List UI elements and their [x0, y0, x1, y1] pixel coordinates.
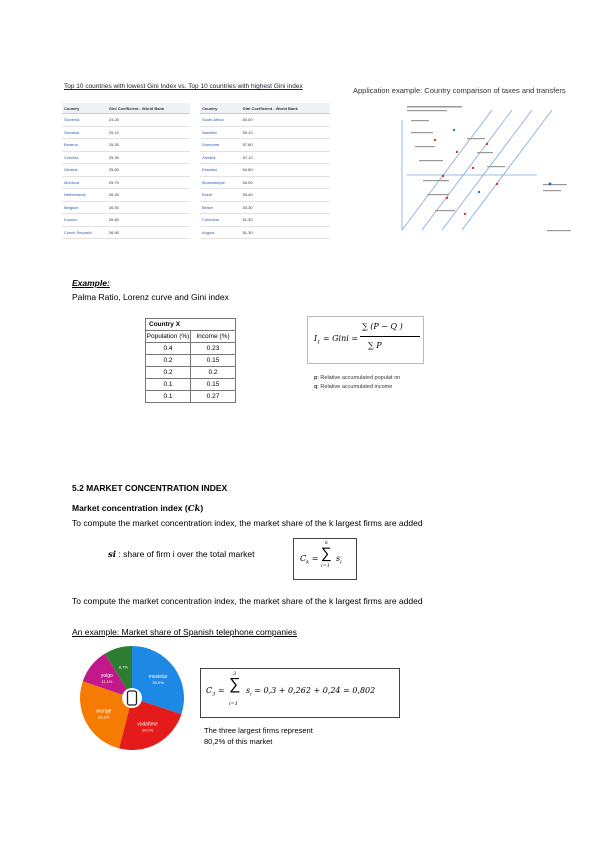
gini-value-cell: 26.80	[107, 214, 190, 227]
sum-sign-icon: ∑	[229, 676, 241, 693]
gini-value-cell: 26.90	[107, 226, 190, 239]
legend-symbol: p	[314, 375, 318, 381]
gini-value-cell: 53.30	[241, 201, 330, 214]
country-cell: Eswatini	[200, 164, 241, 177]
table-row	[62, 201, 190, 214]
country-cell: Belize	[200, 201, 241, 214]
country-cell: Mozambique	[200, 176, 241, 189]
formula-result: = 0,3 + 0,262 + 0,24 = 0,802	[251, 686, 376, 695]
gini-value-cell: 25.70	[107, 176, 190, 189]
subtitle-symbol: Ck	[187, 504, 201, 514]
formula-symbol: C	[300, 554, 307, 563]
table-row	[200, 114, 330, 127]
gini-tables-title: Top 10 countries with lowest Gini Index vs. Top 10 countries with highest Gini index	[64, 83, 303, 90]
column-header: Country	[62, 103, 107, 114]
table-row	[146, 355, 236, 367]
country-cell: Kosovo	[62, 214, 107, 227]
taxes-transfers-diagram	[347, 80, 582, 240]
table-row	[200, 201, 330, 214]
note-line-2: 80,2% of this market	[204, 737, 273, 746]
gini-value-cell: 25.30	[107, 151, 190, 164]
gini-formula-lhs	[314, 334, 358, 346]
ck-formula-term	[336, 554, 342, 566]
example-subtitle: Palma Ratio, Lorenz curve and Gini index	[72, 292, 229, 302]
country-cell: Belgium	[62, 201, 107, 214]
sum-lower-limit: i=1	[321, 563, 330, 569]
section-subtitle	[72, 503, 203, 514]
country-cell: Moldova	[62, 176, 107, 189]
gini-formula-numerator: ∑ (P − Q )	[362, 322, 403, 331]
highest-gini-table	[200, 103, 330, 239]
market-share-pie-chart	[79, 645, 185, 751]
cell: 0.27	[191, 391, 236, 403]
country-cell: Slovenia	[62, 114, 107, 127]
gini-formula-box	[307, 316, 424, 364]
note-line-1: The three largest firms represent	[204, 726, 313, 735]
section-paragraph-1: To compute the market concentration index, the market share of the k largest firms are added	[72, 518, 423, 528]
example-heading: Example:	[72, 278, 110, 288]
formula-subscript: k	[306, 559, 310, 566]
lowest-gini-table	[62, 103, 190, 239]
table-row	[62, 114, 190, 127]
gini-value-cell: 54.60	[241, 164, 330, 177]
country-cell: Ukraine	[62, 164, 107, 177]
term-subscript: i	[340, 559, 342, 566]
subtitle-text: Market concentration index (	[72, 503, 188, 513]
country-cell: Netherlands	[62, 189, 107, 202]
cell: 0.15	[191, 355, 236, 367]
gini-value-cell: 25.60	[107, 164, 190, 177]
table-row	[62, 189, 190, 202]
cell: 0.2	[146, 355, 191, 367]
table-row	[200, 189, 330, 202]
country-cell: Slovakia	[62, 126, 107, 139]
gini-value-cell: 51.30	[241, 226, 330, 239]
formula-symbol: I	[314, 334, 318, 343]
column-header: Income (%)	[191, 331, 236, 343]
table-row	[62, 226, 190, 239]
pie-label-yoigo: yoigo	[100, 672, 113, 679]
legend-p	[314, 375, 400, 381]
gini-value-cell: 53.40	[241, 189, 330, 202]
taxes-transfers-title: Application example: Country comparison of taxes and transfers	[353, 86, 566, 95]
country-cell: Zambia	[200, 151, 241, 164]
column-header: Gini Coefficient - World Bank	[241, 103, 330, 114]
table-row	[62, 214, 190, 227]
pie-label-vodafone: vodafone	[137, 721, 158, 728]
formula-equals: =	[215, 686, 225, 695]
cell: 0.1	[146, 379, 191, 391]
formula-equals: = Gini =	[320, 334, 359, 343]
pie-pct-yoigo: 11,1%	[101, 678, 113, 684]
pie-label-orange: orange	[95, 708, 112, 715]
gini-value-cell: 57.60	[241, 139, 330, 152]
formula-subscript: 3	[212, 691, 216, 698]
subtitle-end: )	[200, 503, 204, 513]
table-row	[146, 343, 236, 355]
country-cell: Suriname	[200, 139, 241, 152]
country-cell: Belarus	[62, 139, 107, 152]
table-row	[146, 367, 236, 379]
gini-value-cell: 26.40	[107, 189, 190, 202]
taxes-transfers-figure	[347, 80, 582, 240]
legend-q	[314, 384, 392, 390]
table-row	[62, 164, 190, 177]
table-row	[146, 391, 236, 403]
pie-label-movistar: movistar	[148, 674, 168, 681]
cell: 0.1	[146, 391, 191, 403]
term-symbol: s	[336, 554, 341, 563]
country-cell: Czech Republic	[62, 226, 107, 239]
gini-value-cell: 51.30	[241, 214, 330, 227]
c3-formula-lhs	[206, 686, 225, 698]
cell: 0.2	[146, 367, 191, 379]
table-row	[62, 139, 190, 152]
ck-formula-box	[293, 538, 357, 580]
country-cell: South Africa	[200, 114, 241, 127]
country-cell: Brazil	[200, 189, 241, 202]
table-row	[62, 151, 190, 164]
table-row	[62, 176, 190, 189]
c3-formula-box	[200, 668, 400, 718]
sum-upper-limit: 3	[233, 671, 237, 677]
table-row	[200, 139, 330, 152]
fraction-bar	[360, 336, 420, 337]
column-header: Population (%)	[146, 331, 191, 343]
gini-formula-denominator: ∑ P	[368, 341, 382, 350]
table-row	[146, 379, 236, 391]
gini-value-cell: 59.10	[241, 126, 330, 139]
column-header: Gini Coefficient - World Bank	[107, 103, 190, 114]
legend-text: : Relative accumulated populat on	[317, 375, 401, 381]
section-paragraph-2: To compute the market concentration index, the market share of the k largest firms are added	[72, 596, 423, 606]
gini-value-cell: 25.10	[107, 126, 190, 139]
table-row	[200, 126, 330, 139]
gini-value-cell: 57.10	[241, 151, 330, 164]
cell: 0.15	[191, 379, 236, 391]
legend-text: : Relative accumulated income	[317, 384, 393, 390]
section-title: 5.2 MARKET CONCENTRATION INDEX	[72, 483, 228, 493]
column-header: Country	[200, 103, 241, 114]
table-row	[200, 176, 330, 189]
formula-symbol: C	[206, 686, 213, 695]
formula-subscript: 1	[317, 339, 321, 346]
gini-value-cell: 63.00	[241, 114, 330, 127]
gini-value-cell: 25.30	[107, 139, 190, 152]
si-symbol: si	[108, 550, 117, 560]
si-definition	[108, 549, 254, 560]
country-x-table	[145, 318, 236, 403]
country-cell: Czechia	[62, 151, 107, 164]
table-row	[200, 226, 330, 239]
si-text: : share of firm i over the total market	[116, 549, 255, 559]
country-cell: Namibia	[200, 126, 241, 139]
spain-example-heading: An example: Market share of Spanish telephone companies	[72, 627, 297, 637]
pie-pct-vodafone: 24,0%	[141, 727, 154, 733]
country-cell: Colombia	[200, 214, 241, 227]
cell: 0.23	[191, 343, 236, 355]
table-row	[62, 126, 190, 139]
ck-formula-lhs	[300, 554, 318, 566]
table-row	[200, 214, 330, 227]
pie-pct-other: 8,7%	[118, 664, 128, 670]
legend-symbol: q	[314, 384, 318, 390]
cell: 0.4	[146, 343, 191, 355]
gini-value-cell: 26.50	[107, 201, 190, 214]
term-subscript: i	[250, 691, 252, 698]
country-cell: Angola	[200, 226, 241, 239]
c3-formula-rhs	[246, 686, 375, 698]
pie-pct-orange: 26,2%	[97, 714, 110, 720]
table-row	[200, 164, 330, 177]
gini-value-cell: 54.00	[241, 176, 330, 189]
term-symbol: s	[246, 686, 251, 695]
pie-pct-movistar: 30,0%	[152, 680, 164, 686]
sum-lower-limit: i=1	[229, 701, 238, 707]
sum-upper-limit: k	[325, 540, 329, 546]
table-row	[200, 151, 330, 164]
sum-sign-icon: ∑	[321, 545, 332, 562]
gini-value-cell: 24.20	[107, 114, 190, 127]
formula-equals: =	[309, 554, 319, 563]
gini-tables-figure	[60, 80, 332, 235]
cell: 0.2	[191, 367, 236, 379]
table-title: Country X	[146, 319, 236, 331]
